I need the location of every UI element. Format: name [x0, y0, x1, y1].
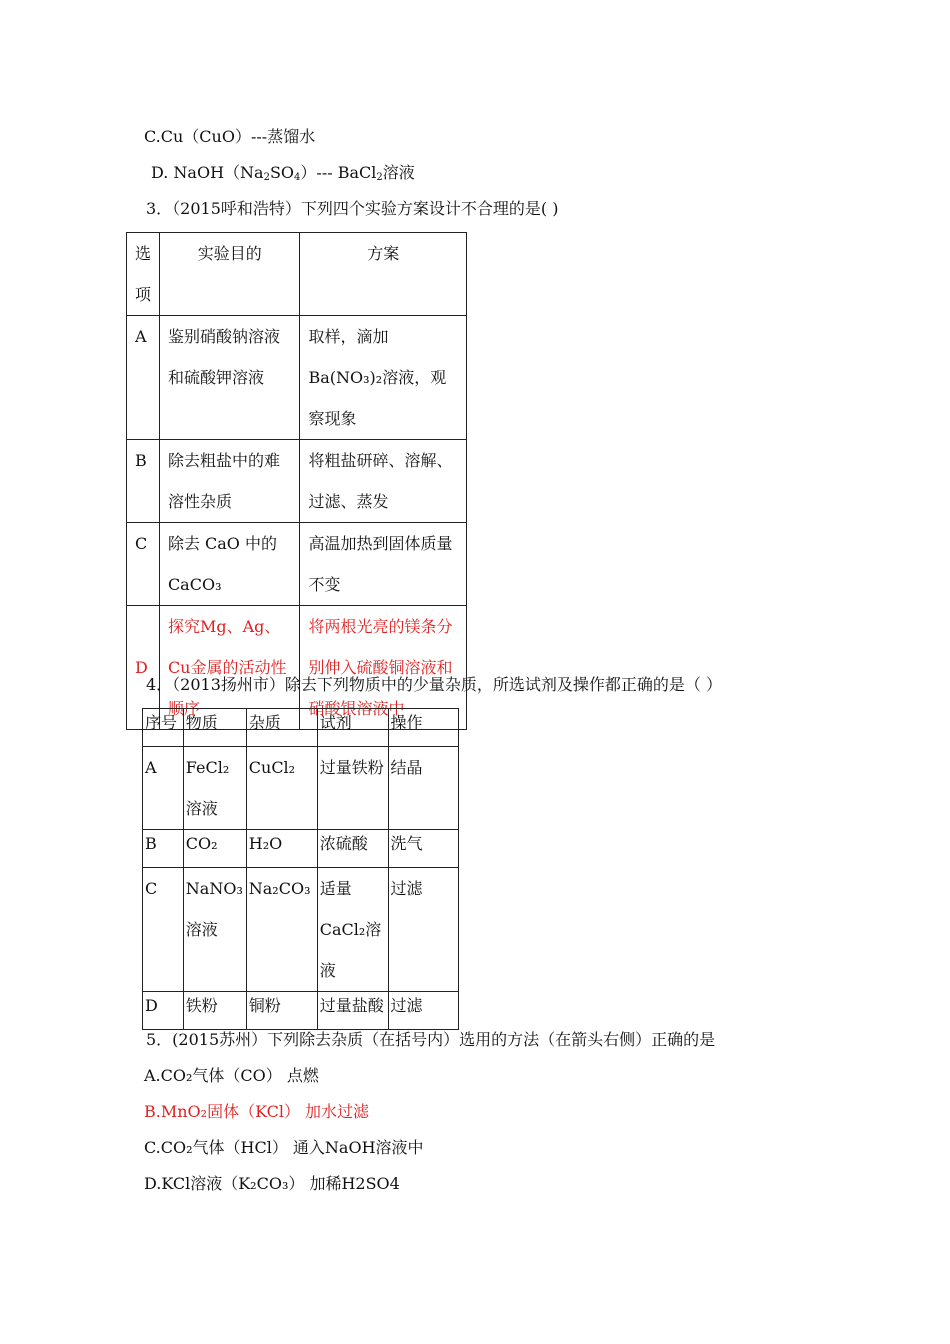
table-row [127, 316, 467, 440]
table-cell: 过滤 [388, 868, 459, 992]
option-cell: A [127, 316, 160, 440]
option-d-mid: SO [269, 163, 295, 182]
header-cell: 实验目的 [159, 233, 300, 316]
table-cell: 铜粉 [246, 992, 317, 1030]
option-d-end: 溶液 [382, 163, 415, 182]
option-d-pre: D. NaOH（Na [151, 163, 264, 182]
table-cell: 铁粉 [183, 992, 246, 1030]
question-5-option-d: D.KCl溶液（K₂CO₃） 加稀H2SO4 [144, 1174, 400, 1193]
table-row [127, 523, 467, 606]
subscript: 2 [263, 172, 270, 183]
plan-cell: 将两根光亮的镁条分别伸入硫酸铜溶液和硝酸银溶液中 [300, 606, 467, 730]
table-cell: H₂O [246, 830, 317, 868]
header-cell: 杂质 [246, 709, 317, 747]
header-cell: 序号 [143, 709, 184, 747]
question-5-option-b: B.MnO₂固体（KCl） 加水过滤 [144, 1102, 370, 1121]
plan-cell: 高温加热到固体质量不变 [300, 523, 467, 606]
table-cell: CuCl₂ [246, 747, 317, 830]
table-row [143, 992, 459, 1030]
table-cell: CO₂ [183, 830, 246, 868]
table-row [143, 747, 459, 830]
option-c-line: C.Cu（CuO）---蒸馏水 [144, 127, 316, 146]
question-3-text: 3．（2015呼和浩特）下列四个实验方案设计不合理的是( ) [146, 199, 559, 218]
table-cell: NaNO₃溶液 [183, 868, 246, 992]
table-row [143, 868, 459, 992]
table-header-row [127, 233, 467, 316]
table-cell: 结晶 [388, 747, 459, 830]
option-cell: B [127, 440, 160, 523]
goal-cell: 除去 CaO 中的CaCO₃ [159, 523, 300, 606]
subscript: 2 [376, 172, 383, 183]
header-cell: 物质 [183, 709, 246, 747]
table-cell: 适量CaCl₂溶液 [317, 868, 388, 992]
table-cell: C [143, 868, 184, 992]
table-cell: D [143, 992, 184, 1030]
table-cell: 浓硫酸 [317, 830, 388, 868]
table-cell: A [143, 747, 184, 830]
plan-cell: 将粗盐研碎、溶解、过滤、蒸发 [300, 440, 467, 523]
table-cell: 过滤 [388, 992, 459, 1030]
question-5-text: 5．(2015苏州）下列除去杂质（在括号内）选用的方法（在箭头右侧）正确的是 [146, 1030, 716, 1049]
goal-cell: 探究Mg、Ag、Cu金属的活动性顺序 [159, 606, 300, 730]
table-header-row [143, 709, 459, 747]
table-row [143, 830, 459, 868]
question-3-table [126, 232, 467, 730]
header-cell: 操作 [388, 709, 459, 747]
question-5-option-a: A.CO₂气体（CO） 点燃 [144, 1066, 319, 1085]
table-cell: 洗气 [388, 830, 459, 868]
goal-cell: 除去粗盐中的难溶性杂质 [159, 440, 300, 523]
option-d-line [151, 163, 415, 183]
table-cell: 过量铁粉 [317, 747, 388, 830]
question-4-text: 4．（2013扬州市）除去下列物质中的少量杂质，所选试剂及操作都正确的是（ ） [146, 675, 722, 694]
header-cell: 方案 [300, 233, 467, 316]
question-4-table [142, 708, 459, 1030]
table-cell: B [143, 830, 184, 868]
option-cell: C [127, 523, 160, 606]
goal-cell: 鉴别硝酸钠溶液和硫酸钾溶液 [159, 316, 300, 440]
option-cell: D [127, 606, 160, 730]
table-cell: 过量盐酸 [317, 992, 388, 1030]
plan-cell: 取样，滴加Ba(NO₃)₂溶液，观察现象 [300, 316, 467, 440]
table-cell: Na₂CO₃ [246, 868, 317, 992]
option-d-post: ）--- BaCl [300, 163, 377, 182]
table-cell: FeCl₂溶液 [183, 747, 246, 830]
header-cell: 选项 [127, 233, 160, 316]
question-5-option-c: C.CO₂气体（HCl） 通入NaOH溶液中 [144, 1138, 424, 1157]
header-cell: 试剂 [317, 709, 388, 747]
table-row [127, 440, 467, 523]
subscript: 4 [294, 172, 301, 183]
